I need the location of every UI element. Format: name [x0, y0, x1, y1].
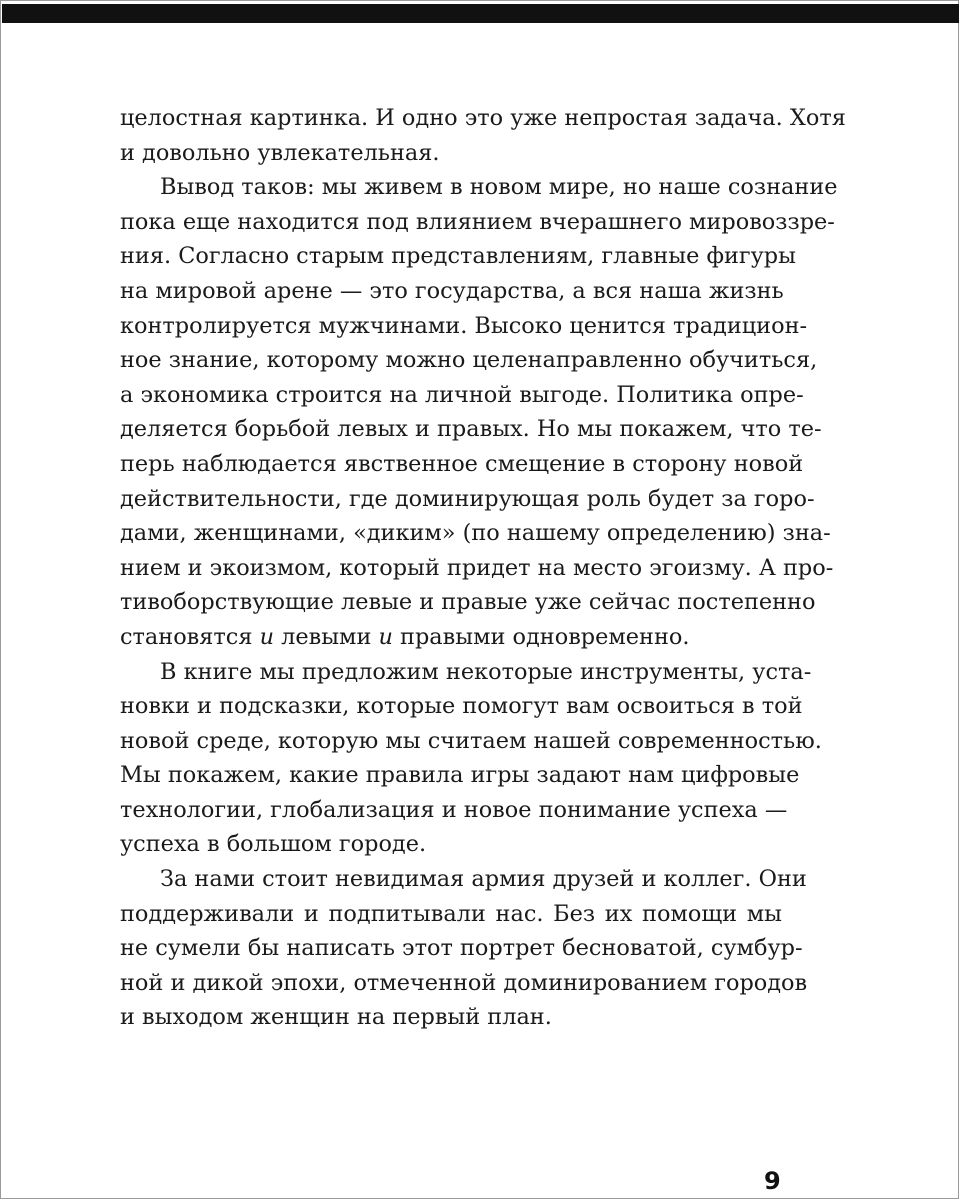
text-line: Мы покажем, какие правила игры задают нам цифровые [120, 762, 800, 789]
page-number: 9 [764, 1167, 781, 1195]
text-line: на мировой арене — это государства, а вся наша жизнь [120, 277, 784, 304]
text-line: и довольно увлекательная. [120, 139, 440, 166]
text-line: и выходом женщин на первый план. [120, 1004, 552, 1031]
text-line-with-italics: становятся и левыми и правыми одновременно. [120, 623, 690, 650]
text-line: контролируется мужчинами. Высоко ценится традицион- [120, 312, 808, 339]
text-line: новой среде, которую мы считаем нашей современностью. [120, 727, 822, 754]
text-line: поддерживали и подпитывали нас. Без их помощи мы [120, 900, 782, 927]
text-line: а экономика строится на личной выгоде. Политика опре- [120, 381, 804, 408]
text-line: ния. Согласно старым представлениям, главные фигуры [120, 243, 796, 270]
text-line: За нами стоит невидимая армия друзей и коллег. Они [160, 866, 807, 893]
text-line: тивоборствующие левые и правые уже сейчас постепенно [120, 589, 816, 616]
header-bar [2, 4, 959, 23]
text-line: Вывод таков: мы живем в новом мире, но наше сознание [160, 174, 838, 201]
text-line: перь наблюдается явственное смещение в сторону новой [120, 450, 804, 477]
text-line: технологии, глобализация и новое понимание успеха — [120, 796, 788, 823]
text-line: ное знание, которому можно целенаправленно обучиться, [120, 347, 818, 374]
text-line: нием и экоизмом, который придет на место эгоизму. А про- [120, 554, 834, 581]
text-line: не сумели бы написать этот портрет бесноватой, сумбур- [120, 935, 803, 962]
paragraph-4 [120, 862, 808, 1035]
body-text [120, 101, 846, 1035]
paragraph-3 [120, 655, 822, 863]
text-line: действительности, где доминирующая роль будет за горо- [120, 485, 815, 512]
text-line: деляется борьбой левых и правых. Но мы покажем, что те- [120, 416, 822, 443]
text-line: пока еще находится под влиянием вчерашнего мировоззре- [120, 208, 835, 235]
text-line: новки и подсказки, которые помогут вам освоиться в той [120, 693, 803, 720]
text-line: успеха в большом городе. [120, 831, 427, 858]
text-line: ной и дикой эпохи, отмеченной доминированием городов [120, 969, 808, 996]
paragraph-2 [120, 170, 838, 654]
paragraph-1 [120, 101, 846, 170]
text-line: целостная картинка. И одно это уже непростая задача. Хотя [120, 105, 846, 131]
text-line: дами, женщинами, «диким» (по нашему определению) зна- [120, 520, 831, 547]
text-line: В книге мы предложим некоторые инструменты, уста- [160, 658, 812, 685]
